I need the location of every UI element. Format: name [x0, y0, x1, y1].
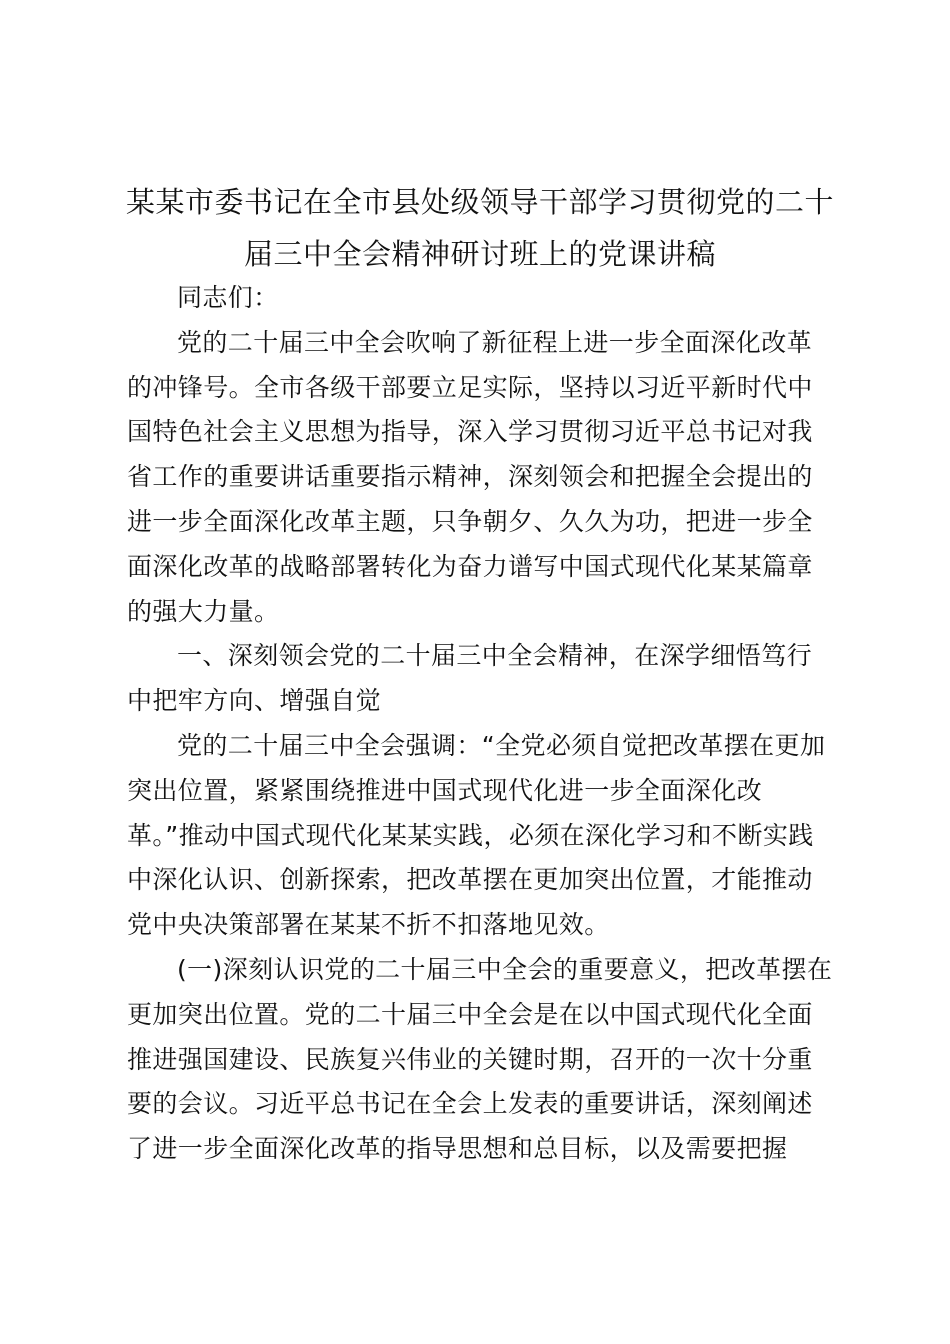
paragraph-line: 同志们： — [177, 283, 279, 312]
paragraph-line: 的强大力量。 — [127, 596, 280, 626]
title-line: 届三中全会精神研讨班上的党课讲稿 — [243, 237, 716, 271]
title-line: 某某市委书记在全市县处级领导干部学习贯彻党的二十 — [125, 185, 834, 219]
paragraph-line: (一)深刻认识党的二十届三中全会的重要意义，把改革摆在 — [177, 954, 833, 984]
paragraph-line: 的冲锋号。全市各级干部要立足实际，坚持以习近平新时代中 — [127, 372, 813, 402]
paragraph-line: 了进一步全面深化改革的指导思想和总目标，以及需要把握 — [127, 1134, 788, 1164]
paragraph-line: 突出位置，紧紧围绕推进中国式现代化进一步全面深化改 — [127, 775, 763, 805]
section-heading — [127, 634, 827, 724]
paragraph — [127, 724, 827, 948]
heading-line: 一、深刻领会党的二十届三中全会精神，在深学细悟笃行 — [177, 641, 813, 671]
paragraph-line: 党的二十届三中全会强调：“全党必须自觉把改革摆在更加 — [177, 730, 826, 760]
paragraph-line: 党的二十届三中全会吹响了新征程上进一步全面深化改革 — [177, 327, 813, 357]
paragraph-line: 进一步全面深化改革主题，只争朝夕、久久为功，把进一步全 — [127, 506, 813, 536]
paragraph-line: 推进强国建设、民族复兴伟业的关键时期，召开的一次十分重 — [127, 1044, 813, 1074]
paragraph-line: 革。”推动中国式现代化某某实践，必须在深化学习和不断实践 — [127, 820, 814, 850]
paragraph-line: 党中央决策部署在某某不折不扣落地见效。 — [127, 910, 610, 940]
paragraph-line: 中深化认识、创新探索，把改革摆在更加突出位置，才能推动 — [127, 865, 813, 895]
paragraph-line: 要的会议。习近平总书记在全会上发表的重要讲话，深刻阐述 — [127, 1089, 813, 1119]
paragraph — [127, 948, 833, 1172]
heading-line: 中把牢方向、增强自觉 — [127, 686, 382, 716]
document-title — [100, 176, 860, 280]
document-body — [127, 276, 833, 1172]
paragraph-line: 国特色社会主义思想为指导，深入学习贯彻习近平总书记对我 — [127, 417, 813, 447]
paragraph-line: 省工作的重要讲话重要指示精神，深刻领会和把握全会提出的 — [127, 462, 813, 492]
salutation — [127, 276, 827, 321]
paragraph-line: 更加突出位置。党的二十届三中全会是在以中国式现代化全面 — [127, 999, 813, 1029]
paragraph — [127, 321, 827, 635]
paragraph-line: 面深化改革的战略部署转化为奋力谱写中国式现代化某某篇章 — [127, 551, 813, 581]
